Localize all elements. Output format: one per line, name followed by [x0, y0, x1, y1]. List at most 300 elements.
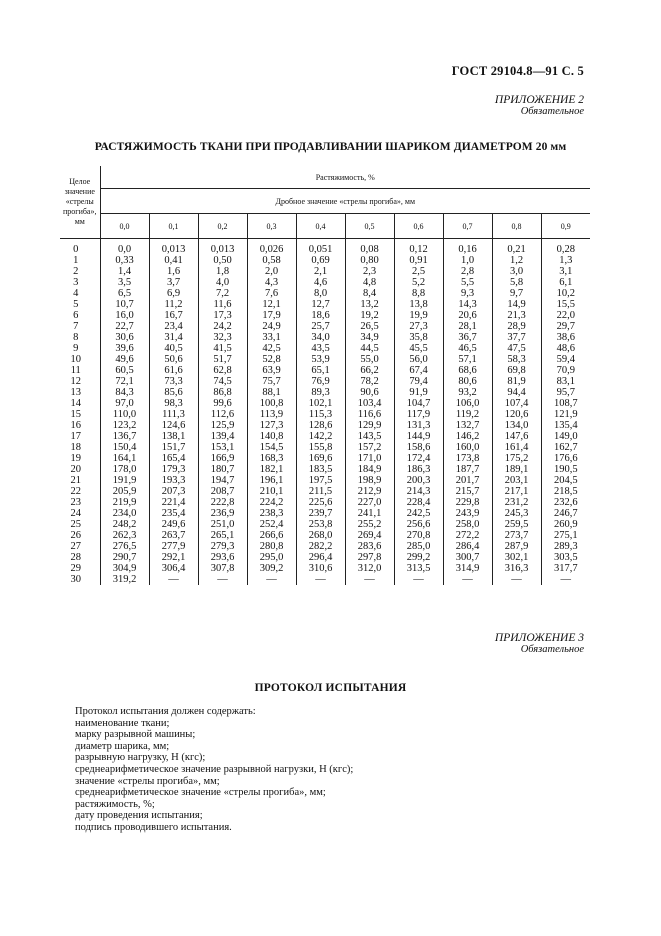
table-cell: 53,9 — [296, 354, 345, 365]
table-cell: 73,3 — [149, 376, 198, 387]
table-cell: 155,8 — [296, 442, 345, 453]
table-cell: — — [394, 574, 443, 585]
table-cell: 0,50 — [198, 255, 247, 266]
table-cell: 197,5 — [296, 475, 345, 486]
row-key: 5 — [73, 299, 79, 310]
table-cell: 2,8 — [443, 266, 492, 277]
table-cell: 228,4 — [394, 497, 443, 508]
table-cell: 231,2 — [492, 497, 541, 508]
row-key: 20 — [70, 464, 81, 475]
table-cell: 89,3 — [296, 387, 345, 398]
table-cell: 20,6 — [443, 310, 492, 321]
table-row — [60, 464, 590, 475]
table-cell: 224,2 — [247, 497, 296, 508]
table-cell: 204,5 — [541, 475, 590, 486]
table-cell: 135,4 — [541, 420, 590, 431]
table-cell: 3,1 — [541, 266, 590, 277]
table-body — [60, 239, 590, 586]
table-cell: 19,9 — [394, 310, 443, 321]
table-cell: 106,0 — [443, 398, 492, 409]
table-cell: 190,5 — [541, 464, 590, 475]
appendix-3-type: Обязательное — [520, 644, 584, 655]
table-cell: 8,4 — [345, 288, 394, 299]
table-cell: 147,6 — [492, 431, 541, 442]
table-cell: 4,3 — [247, 277, 296, 288]
table-cell: 42,5 — [247, 343, 296, 354]
table-cell: 172,4 — [394, 453, 443, 464]
table-cell: 210,1 — [247, 486, 296, 497]
table-cell: 40,5 — [149, 343, 198, 354]
table-cell: 8,8 — [394, 288, 443, 299]
row-key: 1 — [73, 255, 79, 266]
table-cell: 245,3 — [492, 508, 541, 519]
protocol-line: наименование ткани; — [75, 717, 170, 729]
fraction-header: 0,9 — [541, 214, 590, 239]
table-cell: 61,6 — [149, 365, 198, 376]
table-cell: 208,7 — [198, 486, 247, 497]
table-row — [60, 277, 590, 288]
table-cell: 113,9 — [247, 409, 296, 420]
appendix-2-label: ПРИЛОЖЕНИЕ 2 — [494, 94, 584, 106]
table-cell: — — [443, 574, 492, 585]
table-cell: 123,2 — [100, 420, 149, 431]
table-cell: 263,7 — [149, 530, 198, 541]
fraction-header: 0,4 — [296, 214, 345, 239]
fraction-header: 0,1 — [149, 214, 198, 239]
row-key: 23 — [70, 497, 81, 508]
table-cell: 219,9 — [100, 497, 149, 508]
table-cell: 128,6 — [296, 420, 345, 431]
table-cell: 103,4 — [345, 398, 394, 409]
table-cell: 184,9 — [345, 464, 394, 475]
table-cell: 229,8 — [443, 497, 492, 508]
table-cell: 127,3 — [247, 420, 296, 431]
table-cell: 168,3 — [247, 453, 296, 464]
table-cell: 131,3 — [394, 420, 443, 431]
protocol-title: ПРОТОКОЛ ИСПЫТАНИЯ — [254, 682, 407, 694]
table-cell: 2,3 — [345, 266, 394, 277]
table-cell: 31,4 — [149, 332, 198, 343]
table-cell: 98,3 — [149, 398, 198, 409]
row-key: 9 — [73, 343, 79, 354]
row-header-line: прогиба», — [63, 207, 97, 216]
table-cell: 95,7 — [541, 387, 590, 398]
table-cell: 45,5 — [394, 343, 443, 354]
table-cell: 67,4 — [394, 365, 443, 376]
table-cell: 273,7 — [492, 530, 541, 541]
table-cell: 182,1 — [247, 464, 296, 475]
table-cell: 79,4 — [394, 376, 443, 387]
table-cell: 39,6 — [100, 343, 149, 354]
column-caption: Растяжимость, % — [100, 166, 590, 189]
table-row — [60, 530, 590, 541]
table-row — [60, 563, 590, 574]
table-cell: 11,2 — [149, 299, 198, 310]
table-cell: 292,1 — [149, 552, 198, 563]
row-key: 7 — [73, 321, 79, 332]
row-key: 14 — [70, 398, 81, 409]
table-cell: 201,7 — [443, 475, 492, 486]
row-key: 18 — [70, 442, 81, 453]
table-cell: 1,2 — [492, 255, 541, 266]
table-cell: 160,0 — [443, 442, 492, 453]
protocol-line: подпись проводившего испытания. — [75, 821, 232, 833]
table-row — [60, 376, 590, 387]
table-cell: 272,2 — [443, 530, 492, 541]
table-cell: 28,1 — [443, 321, 492, 332]
table-cell: 16,7 — [149, 310, 198, 321]
table-cell: 117,9 — [394, 409, 443, 420]
table-cell: 307,8 — [198, 563, 247, 574]
row-key: 0 — [73, 244, 79, 255]
table-cell: 102,1 — [296, 398, 345, 409]
table-row — [60, 552, 590, 563]
table-row — [60, 398, 590, 409]
row-key: 22 — [70, 486, 81, 497]
table-cell: 162,7 — [541, 442, 590, 453]
table-cell: 2,1 — [296, 266, 345, 277]
table-cell: — — [149, 574, 198, 585]
table-cell: 51,7 — [198, 354, 247, 365]
table-cell: 4,0 — [198, 277, 247, 288]
table-cell: 18,6 — [296, 310, 345, 321]
table-cell: 30,6 — [100, 332, 149, 343]
table-cell: 33,1 — [247, 332, 296, 343]
protocol-line: марку разрывной машины; — [75, 729, 196, 741]
table-cell: 171,0 — [345, 453, 394, 464]
fraction-header-row — [60, 214, 590, 239]
row-key: 21 — [70, 475, 81, 486]
table-row — [60, 310, 590, 321]
table-cell: 58,3 — [492, 354, 541, 365]
table-cell: 317,7 — [541, 563, 590, 574]
table-cell: 282,2 — [296, 541, 345, 552]
table-cell: 283,6 — [345, 541, 394, 552]
row-key: 13 — [70, 387, 81, 398]
fraction-header: 0,8 — [492, 214, 541, 239]
table-cell: 287,9 — [492, 541, 541, 552]
table-row — [60, 497, 590, 508]
table-cell: 5,5 — [443, 277, 492, 288]
table-cell: 47,5 — [492, 343, 541, 354]
table-cell: 4,6 — [296, 277, 345, 288]
table-cell: 295,0 — [247, 552, 296, 563]
row-header-line: «стрелы — [65, 197, 94, 206]
table-cell: 2,0 — [247, 266, 296, 277]
table-cell: 72,1 — [100, 376, 149, 387]
table-cell: 124,6 — [149, 420, 198, 431]
table-cell: 0,051 — [296, 239, 345, 256]
row-key: 16 — [70, 420, 81, 431]
row-key: 24 — [70, 508, 81, 519]
table-row — [60, 508, 590, 519]
table-cell: 1,3 — [541, 255, 590, 266]
table-cell: 179,3 — [149, 464, 198, 475]
table-cell: 5,8 — [492, 277, 541, 288]
table-cell: 85,6 — [149, 387, 198, 398]
table-cell: 37,7 — [492, 332, 541, 343]
table-cell: 241,1 — [345, 508, 394, 519]
fraction-header: 0,3 — [247, 214, 296, 239]
table-cell: 9,3 — [443, 288, 492, 299]
table-row — [60, 442, 590, 453]
protocol-line: дату проведения испытания; — [75, 810, 203, 822]
appendix-2-block — [495, 94, 584, 118]
table-row — [60, 299, 590, 310]
table-cell: 252,4 — [247, 519, 296, 530]
table-cell: 0,026 — [247, 239, 296, 256]
fraction-header: 0,2 — [198, 214, 247, 239]
table-cell: 48,6 — [541, 343, 590, 354]
table-cell: 19,2 — [345, 310, 394, 321]
table-cell: 303,5 — [541, 552, 590, 563]
table-cell: 0,69 — [296, 255, 345, 266]
table-cell: 0,21 — [492, 239, 541, 256]
appendix-2-type: Обязательное — [520, 106, 584, 117]
fraction-header: 0,6 — [394, 214, 443, 239]
table-cell: 70,9 — [541, 365, 590, 376]
table-cell: 314,9 — [443, 563, 492, 574]
row-key: 4 — [73, 288, 79, 299]
table-cell: 10,7 — [100, 299, 149, 310]
table-cell: 193,3 — [149, 475, 198, 486]
table-cell: 69,8 — [492, 365, 541, 376]
table-title: РАСТЯЖИМОСТЬ ТКАНИ ПРИ ПРОДАВЛИВАНИИ ШАРИКОМ ДИАМЕТРОМ 20 мм — [94, 141, 567, 153]
table-cell: 107,4 — [492, 398, 541, 409]
table-row — [60, 321, 590, 332]
table-cell: 299,2 — [394, 552, 443, 563]
table-cell: 29,7 — [541, 321, 590, 332]
table-cell: 251,0 — [198, 519, 247, 530]
table-cell: 238,3 — [247, 508, 296, 519]
table-cell: 239,7 — [296, 508, 345, 519]
table-cell: 194,7 — [198, 475, 247, 486]
row-header-line: мм — [74, 217, 85, 226]
table-row — [60, 343, 590, 354]
table-cell: 34,0 — [296, 332, 345, 343]
table-cell: 36,7 — [443, 332, 492, 343]
table-cell: 0,0 — [100, 239, 149, 256]
table-cell: 0,80 — [345, 255, 394, 266]
table-row — [60, 332, 590, 343]
table-cell: 196,1 — [247, 475, 296, 486]
table-cell: 66,2 — [345, 365, 394, 376]
row-key: 11 — [70, 365, 81, 376]
protocol-line: растяжимость, %; — [75, 798, 155, 810]
table-cell: 136,7 — [100, 431, 149, 442]
table-cell: 191,9 — [100, 475, 149, 486]
table-cell: 80,6 — [443, 376, 492, 387]
table-cell: 198,9 — [345, 475, 394, 486]
table-cell: 22,0 — [541, 310, 590, 321]
table-cell: 111,3 — [149, 409, 198, 420]
table-cell: 10,2 — [541, 288, 590, 299]
table-cell: 293,6 — [198, 552, 247, 563]
table-cell: 44,5 — [345, 343, 394, 354]
table-cell: 75,7 — [247, 376, 296, 387]
table-cell: 1,0 — [443, 255, 492, 266]
table-cell: 0,41 — [149, 255, 198, 266]
table-cell: 248,2 — [100, 519, 149, 530]
table-cell: 24,9 — [247, 321, 296, 332]
table-cell: 149,0 — [541, 431, 590, 442]
table-cell: 38,6 — [541, 332, 590, 343]
table-cell: 65,1 — [296, 365, 345, 376]
table-cell: 164,1 — [100, 453, 149, 464]
table-cell: 289,3 — [541, 541, 590, 552]
row-header-line: значение — [64, 187, 95, 196]
table-cell: 212,9 — [345, 486, 394, 497]
table-cell: 218,5 — [541, 486, 590, 497]
table-cell: 200,3 — [394, 475, 443, 486]
table-cell: 0,58 — [247, 255, 296, 266]
table-cell: — — [541, 574, 590, 585]
table-cell: 115,3 — [296, 409, 345, 420]
table-cell: 222,8 — [198, 497, 247, 508]
page-header: ГОСТ 29104.8—91 С. 5 — [451, 64, 584, 78]
table-cell: 227,0 — [345, 497, 394, 508]
row-key: 3 — [73, 277, 79, 288]
protocol-line: разрывную нагрузку, Н (кгс); — [75, 752, 206, 764]
table-cell: 3,5 — [100, 277, 149, 288]
table-cell: 217,1 — [492, 486, 541, 497]
table-cell: 146,2 — [443, 431, 492, 442]
table-cell: 243,9 — [443, 508, 492, 519]
table-cell: 50,6 — [149, 354, 198, 365]
table-cell: 169,6 — [296, 453, 345, 464]
table-cell: 225,6 — [296, 497, 345, 508]
table-cell: 154,5 — [247, 442, 296, 453]
table-cell: 110,0 — [100, 409, 149, 420]
table-cell: 74,5 — [198, 376, 247, 387]
table-cell: 0,013 — [198, 239, 247, 256]
table-cell: 8,0 — [296, 288, 345, 299]
table-cell: 76,9 — [296, 376, 345, 387]
fraction-header: 0,5 — [345, 214, 394, 239]
table-cell: 253,8 — [296, 519, 345, 530]
table-cell: 275,1 — [541, 530, 590, 541]
table-cell: 81,9 — [492, 376, 541, 387]
table-cell: 78,2 — [345, 376, 394, 387]
table-cell: 173,8 — [443, 453, 492, 464]
table-cell: 269,4 — [345, 530, 394, 541]
table-cell: 3,7 — [149, 277, 198, 288]
table-cell: 0,12 — [394, 239, 443, 256]
table-row — [60, 541, 590, 552]
table-cell: 265,1 — [198, 530, 247, 541]
table-cell: 310,6 — [296, 563, 345, 574]
table-cell: 7,6 — [247, 288, 296, 299]
table-cell: 12,1 — [247, 299, 296, 310]
table-cell: 255,2 — [345, 519, 394, 530]
table-cell: 266,6 — [247, 530, 296, 541]
row-key: 10 — [70, 354, 81, 365]
table-cell: 187,7 — [443, 464, 492, 475]
table-cell: 0,013 — [149, 239, 198, 256]
table-cell: 22,7 — [100, 321, 149, 332]
table-cell: 207,3 — [149, 486, 198, 497]
table-cell: 52,8 — [247, 354, 296, 365]
table-row — [60, 453, 590, 464]
table-cell: 304,9 — [100, 563, 149, 574]
table-cell: 23,4 — [149, 321, 198, 332]
table-cell: 1,8 — [198, 266, 247, 277]
table-cell: 144,9 — [394, 431, 443, 442]
table-cell: 203,1 — [492, 475, 541, 486]
table-cell: 41,5 — [198, 343, 247, 354]
table-cell: 1,4 — [100, 266, 149, 277]
table-cell: 97,0 — [100, 398, 149, 409]
table-cell: 6,1 — [541, 277, 590, 288]
table-cell: 2,5 — [394, 266, 443, 277]
table-cell: 27,3 — [394, 321, 443, 332]
table-cell: 55,0 — [345, 354, 394, 365]
table-cell: 6,9 — [149, 288, 198, 299]
table-cell: 312,0 — [345, 563, 394, 574]
row-key: 30 — [70, 574, 81, 585]
table-cell: 49,6 — [100, 354, 149, 365]
table-cell: 32,3 — [198, 332, 247, 343]
table-cell: 260,9 — [541, 519, 590, 530]
table-cell: 94,4 — [492, 387, 541, 398]
table-cell: 43,5 — [296, 343, 345, 354]
table-cell: — — [492, 574, 541, 585]
table-cell: 24,2 — [198, 321, 247, 332]
table-row — [60, 288, 590, 299]
row-key: 6 — [73, 310, 79, 321]
table-cell: 119,2 — [443, 409, 492, 420]
table-cell: 88,1 — [247, 387, 296, 398]
table-cell: 236,9 — [198, 508, 247, 519]
table-cell: 6,5 — [100, 288, 149, 299]
table-row — [60, 354, 590, 365]
table-cell: 316,3 — [492, 563, 541, 574]
table-cell: 140,8 — [247, 431, 296, 442]
row-key: 2 — [73, 266, 79, 277]
table-cell: 242,5 — [394, 508, 443, 519]
table-cell: 214,3 — [394, 486, 443, 497]
table-cell: 56,0 — [394, 354, 443, 365]
table-cell: 142,2 — [296, 431, 345, 442]
protocol-line: Протокол испытания должен содержать: — [75, 706, 256, 717]
table-row — [60, 420, 590, 431]
table-cell: 9,7 — [492, 288, 541, 299]
table-cell: 186,3 — [394, 464, 443, 475]
table-cell: 232,6 — [541, 497, 590, 508]
table-cell: 93,2 — [443, 387, 492, 398]
table-cell: 306,4 — [149, 563, 198, 574]
protocol-line: диаметр шарика, мм; — [75, 740, 170, 752]
table-cell: 134,0 — [492, 420, 541, 431]
table-cell: 100,8 — [247, 398, 296, 409]
table-cell: 296,4 — [296, 552, 345, 563]
column-subcaption: Дробное значение «стрелы прогиба», мм — [100, 189, 590, 214]
table-cell: 11,6 — [198, 299, 247, 310]
table-cell: 157,2 — [345, 442, 394, 453]
table-cell: 138,1 — [149, 431, 198, 442]
table-cell: 178,0 — [100, 464, 149, 475]
table-cell: 4,8 — [345, 277, 394, 288]
protocol-list — [75, 706, 353, 834]
fraction-header: 0,7 — [443, 214, 492, 239]
table-cell: 143,5 — [345, 431, 394, 442]
table-cell: 5,2 — [394, 277, 443, 288]
table-cell: 121,9 — [541, 409, 590, 420]
table-cell: 108,7 — [541, 398, 590, 409]
table-cell: 258,0 — [443, 519, 492, 530]
table-cell: 211,5 — [296, 486, 345, 497]
table-cell: 302,1 — [492, 552, 541, 563]
